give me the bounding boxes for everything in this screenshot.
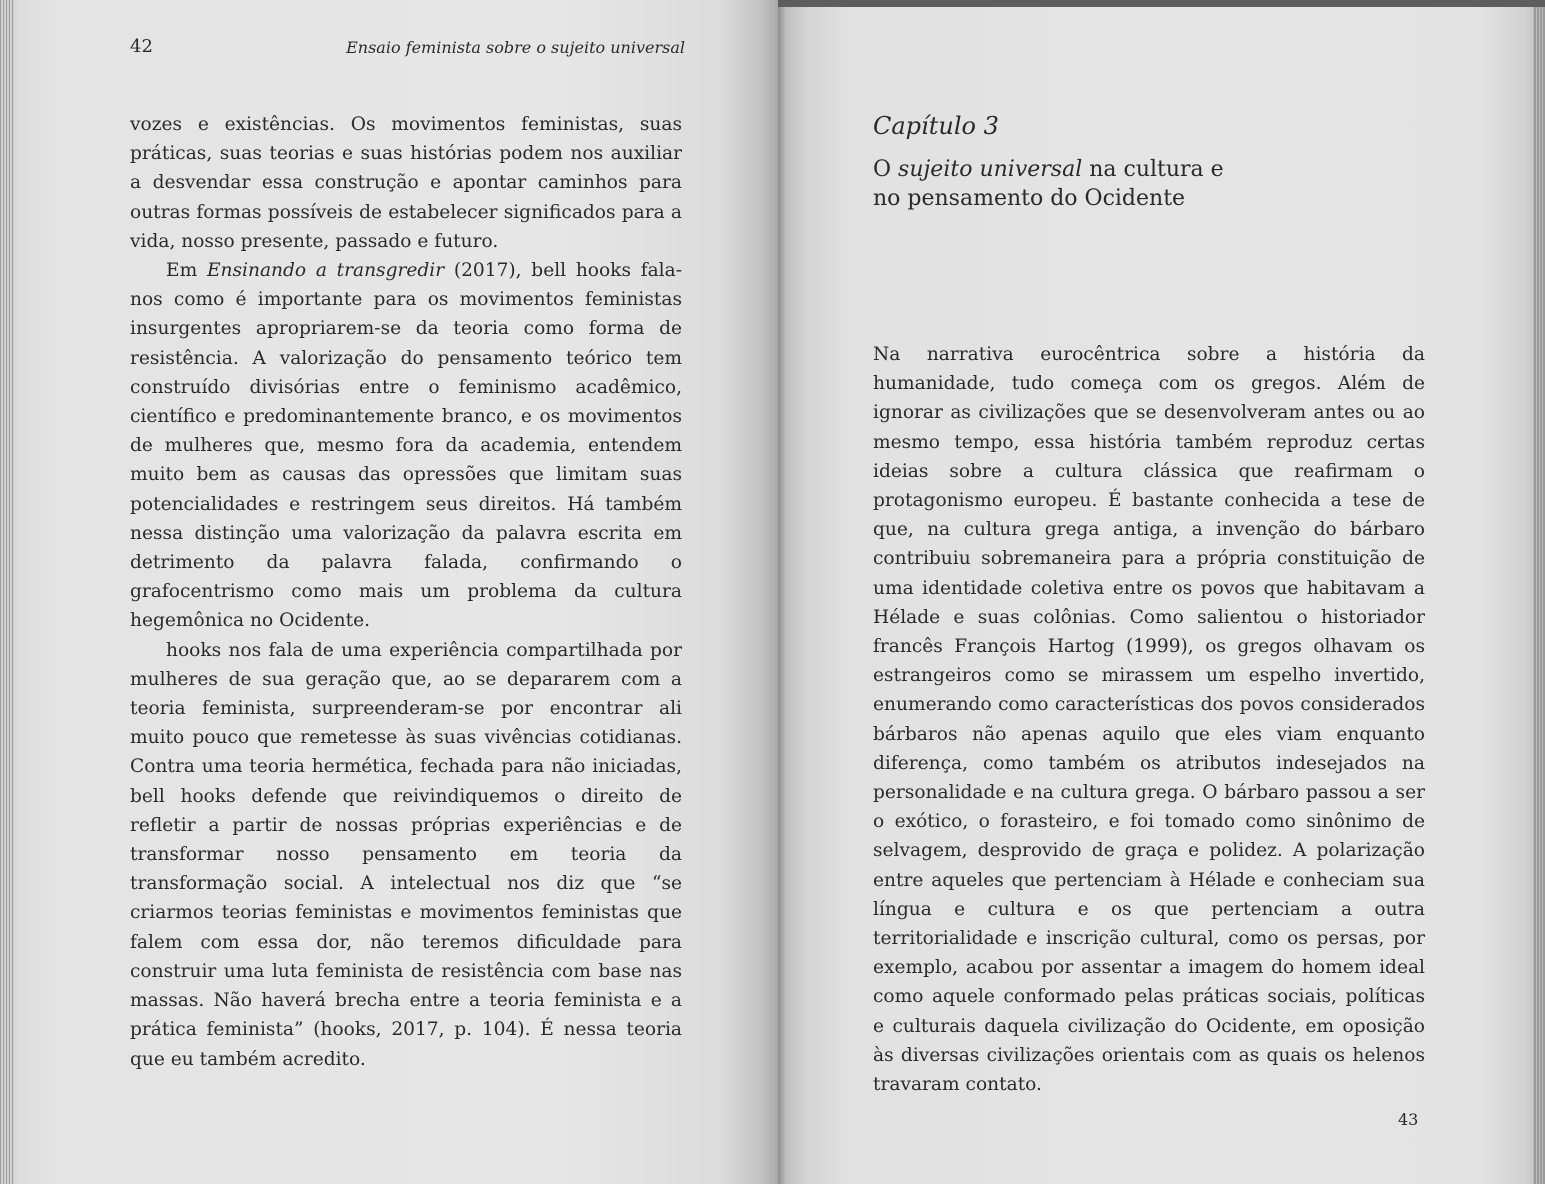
chapter-title-line2: no pensamento do Ocidente [873, 186, 1186, 211]
page-edges [1533, 0, 1545, 1184]
chapter-title-prefix: O [873, 157, 899, 182]
right-page [778, 0, 1545, 1184]
scan-top-edge [778, 0, 1545, 7]
chapter-label: Capítulo 3 [873, 112, 999, 140]
paragraph: vozes e existências. Os movimentos feministas, suas práticas, suas teorias e suas histórias podem nos auxiliar a desvendar essa construção e apontar caminhos para outras formas possíveis de estabelecer significados para a vida, nosso presente, passado e futuro. [130, 114, 682, 252]
chapter-title-emphasis: sujeito universal [898, 157, 1083, 182]
book-title: Ensinando a transgredir [206, 260, 445, 282]
page-edges [0, 0, 14, 1184]
paragraph: hooks nos fala de uma experiência compartilhada por mulheres de sua geração que, ao se depararem com a teoria feminista, surpreenderam-se por encontrar ali muito pouco que remetesse às suas vivências cotidianas. Contra uma teoria hermética, fechada para não iniciadas, bell hooks defende que reivindiquemos o direito de refletir a partir de nossas próprias experiências e de transformar nosso pensamento em teoria da transformação social. A intelectual nos diz que “se criarmos teorias feministas e movimentos feministas que falem com essa dor, não teremos dificuldade para construir uma luta feminista de resistência com base nas massas. Não haverá brecha entre a teoria feminista e a prática feminista” (hooks, 2017, p. 104). É nessa teoria que eu também acredito. [130, 639, 682, 1070]
running-head-title: Ensaio feminista sobre o sujeito universal [346, 38, 685, 57]
left-body-text [130, 110, 682, 1074]
paragraph-text: (2017), bell hooks fala-nos como é importante para os movimentos feministas insurgentes apropriarem-se da teoria como forma de resistência. [130, 260, 682, 369]
paragraph-text: A valorização do pensamento teórico tem construído divisórias entre o feminismo acadêmico, científico e predominantemente branco, e os movimentos de mulheres que, mesmo fora da academia, entendem muito bem as causas das opressões que limitam suas potencialidades e restringem seus direitos. Há também nessa distinção uma valorização da palavra escrita em detrimento da palavra falada, confirmando o grafocentrismo como mais um problema da cultura hegemônica no Ocidente. [130, 347, 682, 632]
chapter-title [873, 155, 1273, 213]
page-number-right: 43 [1398, 1110, 1419, 1129]
paragraph-prefix: Em [166, 260, 207, 282]
chapter-title-suffix: na cultura e [1082, 157, 1224, 182]
right-body-text [873, 340, 1425, 1099]
page-number-left: 42 [130, 36, 153, 57]
paragraph [130, 256, 682, 636]
paragraph: Na narrativa eurocêntrica sobre a história da humanidade, tudo começa com os gregos. Além de ignorar as civilizações que se desenvolveram antes ou ao mesmo tempo, essa história também reproduz certas ideias sobre a cultura clássica que reafirmam o protagonismo europeu. É bastante conhecida a tese de que, na cultura grega antiga, a invenção do bárbaro contribuiu sobremaneira para a própria constituição de uma identidade coletiva entre os povos que habitavam a Hélade e suas colônias. Como salientou o historiador francês François Hartog (1999), os gregos olhavam os estrangeiros como se mirassem um espelho invertido, enumerando como características dos povos considerados bárbaros não apenas aquilo que eles viam enquanto diferença, como também os atributos indesejados na personalidade e na cultura grega. O bárbaro passou a ser o exótico, o forasteiro, e foi tomado como sinônimo de selvagem, desprovido de graça e polidez. A polarização entre aqueles que pertenciam à Hélade e conheciam sua língua e cultura e os que pertenciam a outra territorialidade e inscrição cultural, como os persas, por exemplo, acabou por assentar a imagem do homem ideal como aquele conformado pelas práticas sociais, políticas e culturais daquela civilização do Ocidente, em oposição às diversas civilizações orientais com as quais os helenos travaram contato. [873, 344, 1425, 1096]
